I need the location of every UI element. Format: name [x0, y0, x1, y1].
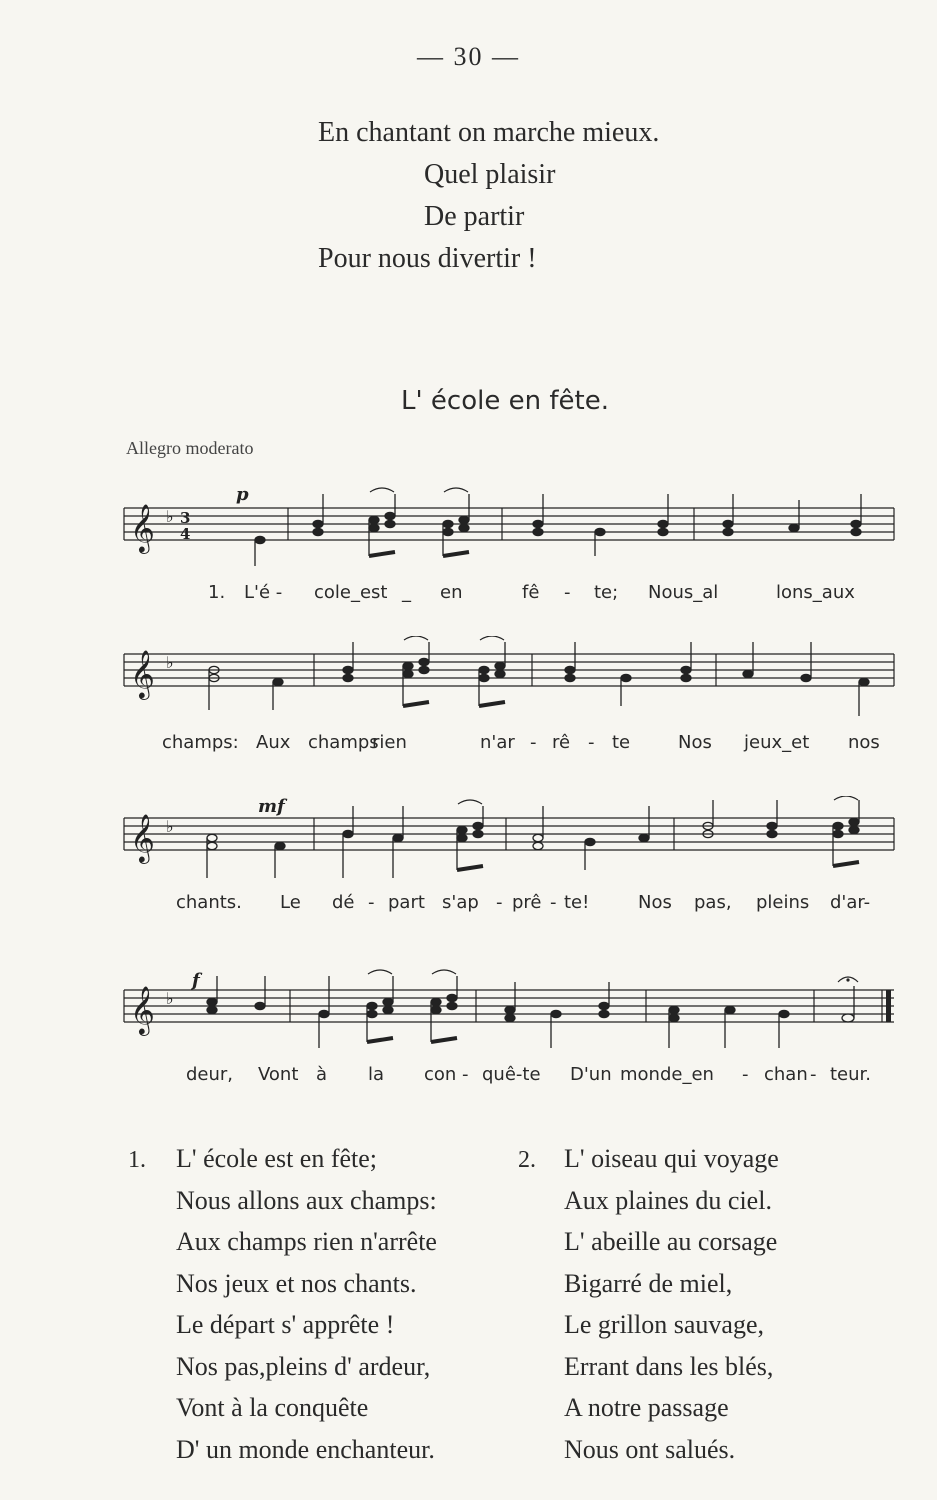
lyric-syllable: te! — [564, 892, 590, 913]
lyric-syllable: lons_aux — [776, 582, 855, 603]
dynamic-marking: p — [236, 486, 249, 505]
lyric-syllable: - — [496, 892, 503, 913]
lyric-syllable: nos — [848, 732, 880, 753]
lyric-syllable: fê — [522, 582, 540, 603]
svg-text:3: 3 — [180, 509, 191, 527]
verse-line: Le départ s' apprête ! — [176, 1310, 395, 1339]
music-staff — [118, 636, 898, 726]
lyric-syllable: te; — [594, 582, 619, 603]
lyric-syllable: Nous_al — [648, 582, 719, 603]
poem-line: Quel plaisir — [424, 159, 556, 190]
verse-line: Nos pas,pleins d' ardeur, — [176, 1351, 431, 1381]
page-number: — 30 — — [417, 42, 520, 71]
music-staff — [118, 486, 898, 576]
verse-line: L' abeille au corsage — [564, 1227, 778, 1256]
lyric-syllable: - — [550, 892, 557, 913]
lyric-syllable: part — [388, 892, 425, 913]
lyric-syllable: - — [368, 892, 375, 913]
treble-clef-icon: 𝄞 — [130, 503, 155, 552]
verse-number: 2. — [518, 1147, 536, 1173]
music-system — [118, 968, 898, 1108]
lyrics-line — [118, 892, 898, 922]
verse-2 — [518, 1138, 779, 1470]
verse-lines — [564, 1138, 779, 1470]
lyric-syllable: champs — [308, 732, 379, 753]
lyric-syllable: d'ar- — [830, 892, 871, 913]
verse-line: Nous ont salués. — [564, 1434, 736, 1464]
lyric-syllable: pleins — [756, 892, 810, 913]
music-staff — [118, 968, 898, 1058]
lyric-syllable: à — [316, 1064, 328, 1085]
lyric-syllable: Nos — [678, 732, 712, 753]
lyrics-line — [118, 732, 898, 762]
poem-stanza — [318, 112, 659, 280]
lyric-syllable: en — [440, 582, 463, 603]
flat-icon: ♭ — [166, 653, 174, 672]
lyric-syllable: monde_en — [620, 1064, 714, 1085]
lyric-syllable: Nos — [638, 892, 672, 913]
flat-icon: ♭ — [166, 817, 174, 836]
verse-line: Nous allons aux champs: — [176, 1185, 437, 1215]
lyric-syllable: pas, — [694, 892, 732, 913]
lyrics-line — [118, 582, 898, 612]
verse-line: A notre passage — [564, 1393, 729, 1422]
poem-line: De partir — [424, 201, 525, 232]
lyric-syllable: - — [530, 732, 537, 753]
lyric-syllable: chan — [764, 1064, 808, 1085]
verse-line: L' école est en fête; — [176, 1144, 378, 1173]
flat-icon: ♭ — [166, 989, 174, 1008]
dynamic-marking: mf — [258, 796, 285, 817]
svg-text:4: 4 — [180, 525, 191, 543]
lyric-syllable: teur. — [830, 1064, 872, 1085]
lyric-syllable: dé — [332, 892, 355, 913]
treble-clef-icon: 𝄞 — [130, 813, 155, 862]
lyric-syllable: _ — [402, 582, 411, 603]
fermata-icon — [846, 978, 849, 981]
verse-line: Aux champs rien n'arrête — [176, 1227, 437, 1256]
lyric-syllable: - — [564, 582, 571, 603]
verse-line: D' un monde enchanteur. — [176, 1434, 435, 1464]
lyric-syllable: rê — [552, 732, 571, 753]
lyric-syllable: - — [810, 1064, 817, 1085]
treble-clef-icon: 𝄞 — [130, 649, 155, 698]
lyric-syllable: prê — [512, 892, 542, 913]
poem-line: Pour nous divertir ! — [318, 243, 537, 274]
lyric-syllable: Le — [280, 892, 301, 913]
lyric-syllable: con — [424, 1064, 457, 1085]
lyric-syllable: s'ap — [442, 892, 479, 913]
lyric-syllable: - — [588, 732, 595, 753]
lyric-syllable: te — [612, 732, 631, 753]
lyric-syllable: jeux_et — [744, 732, 810, 753]
tempo-marking: Allegro moderato — [126, 438, 254, 458]
verse-line: Le grillon sauvage, — [564, 1310, 764, 1339]
lyric-syllable: deur, — [186, 1064, 234, 1085]
lyric-syllable: - — [462, 1064, 469, 1085]
lyric-syllable: 1. — [208, 582, 226, 603]
lyric-syllable: quê-te — [482, 1064, 541, 1085]
treble-clef-icon: 𝄞 — [130, 985, 155, 1034]
verse-line: L' oiseau qui voyage — [564, 1144, 779, 1173]
music-system — [118, 636, 898, 776]
lyric-syllable: n'ar — [480, 732, 515, 753]
lyric-syllable: Aux — [256, 732, 291, 753]
lyric-syllable: D'un — [570, 1064, 612, 1085]
lyric-syllable: - — [742, 1064, 749, 1085]
verse-lines — [176, 1138, 437, 1470]
lyric-syllable: L'é - — [244, 582, 283, 603]
poem-line: En chantant on marche mieux. — [318, 117, 660, 148]
verse-line: Aux plaines du ciel. — [564, 1185, 772, 1215]
lyric-syllable: champs: — [162, 732, 239, 753]
song-title: L' école en fête. — [401, 386, 609, 416]
verse-number: 1. — [128, 1147, 146, 1173]
lyric-syllable: rien — [372, 732, 407, 753]
lyric-syllable: la — [368, 1064, 385, 1085]
lyric-syllable: cole_est — [314, 582, 388, 603]
flat-icon: ♭ — [166, 507, 174, 526]
verse-1 — [128, 1138, 437, 1470]
lyric-syllable: Vont — [258, 1064, 299, 1085]
verse-line: Errant dans les blés, — [564, 1351, 774, 1381]
dynamic-marking: f — [192, 970, 200, 991]
music-system — [118, 796, 898, 936]
verse-line: Bigarré de miel, — [564, 1268, 733, 1298]
music-staff — [118, 796, 898, 886]
lyric-syllable: chants. — [176, 892, 242, 913]
verse-line: Nos jeux et nos chants. — [176, 1268, 417, 1298]
lyrics-line — [118, 1064, 898, 1094]
verse-line: Vont à la conquête — [176, 1393, 369, 1422]
music-system — [118, 486, 898, 626]
